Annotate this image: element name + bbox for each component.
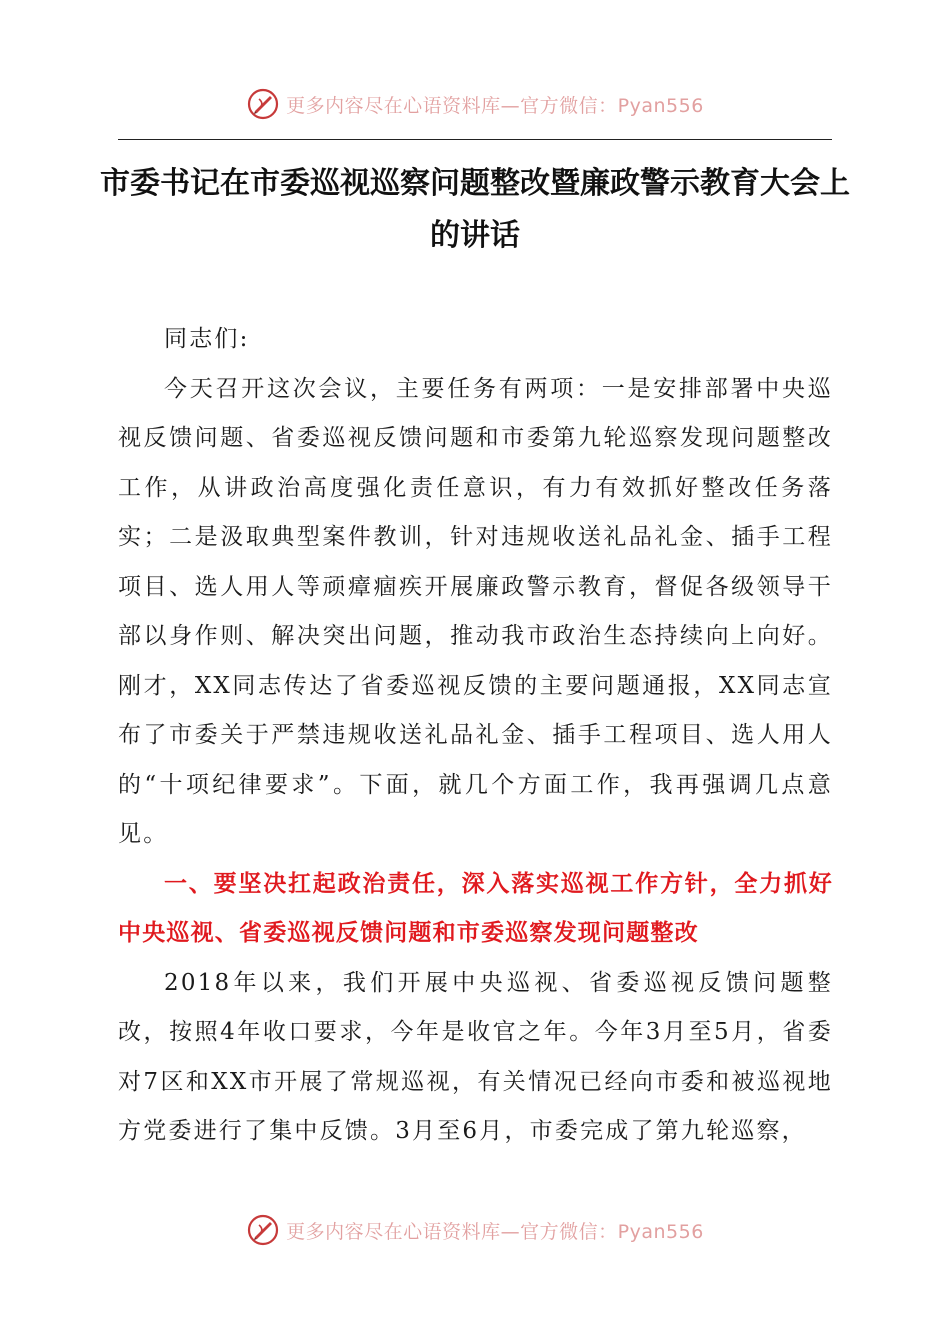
paragraph: 今天召开这次会议，主要任务有两项：一是安排部署中央巡视反馈问题、省委巡视反馈问题和市委第九轮巡察发现问题整改工作，从讲政治高度强化责任意识，有力有效抓好整改任务落实；二是汲取典型案件教训，针对违规收送礼品礼金、插手工程项目、选人用人等顽瘴痼疾开展廉政警示教育，督促各级领导干部以身作则、解决突出问题，推动我市政治生态持续向上向好。刚才，XX同志传达了省委巡视反馈的主要问题通报，XX同志宣布了市委关于严禁违规收送礼品礼金、插手工程项目、选人用人的“十项纪律要求”。下面，就几个方面工作，我再强调几点意见。 — [118, 375, 833, 847]
section-heading: 一、要坚决扛起政治责任，深入落实巡视工作方针，全力抓好中央巡视、省委巡视反馈问题和市委巡察发现问题整改 — [118, 870, 833, 946]
quill-seal-icon — [246, 87, 280, 121]
paragraph: 2018年以来，我们开展中央巡视、省委巡视反馈问题整改，按照4年收口要求，今年是收官之年。今年3月至5月，省委对7区和XX市开展了常规巡视，有关情况已经向市委和被巡视地方党委进行了集中反馈。3月至6月，市委完成了第九轮巡察， — [118, 969, 833, 1144]
document-body — [118, 315, 833, 1157]
watermark-text: 更多内容尽在心语资料库—官方微信：Pyan556 — [286, 1220, 704, 1243]
quill-seal-icon — [246, 1213, 280, 1247]
header-watermark — [0, 84, 950, 124]
footer-watermark — [0, 1210, 950, 1250]
salutation: 同志们: — [164, 326, 250, 352]
document-title: 市委书记在市委巡视巡察问题整改暨廉政警示教育大会上的讲话 — [100, 166, 850, 253]
watermark-text: 更多内容尽在心语资料库—官方微信：Pyan556 — [286, 94, 704, 117]
header-rule — [118, 139, 832, 140]
